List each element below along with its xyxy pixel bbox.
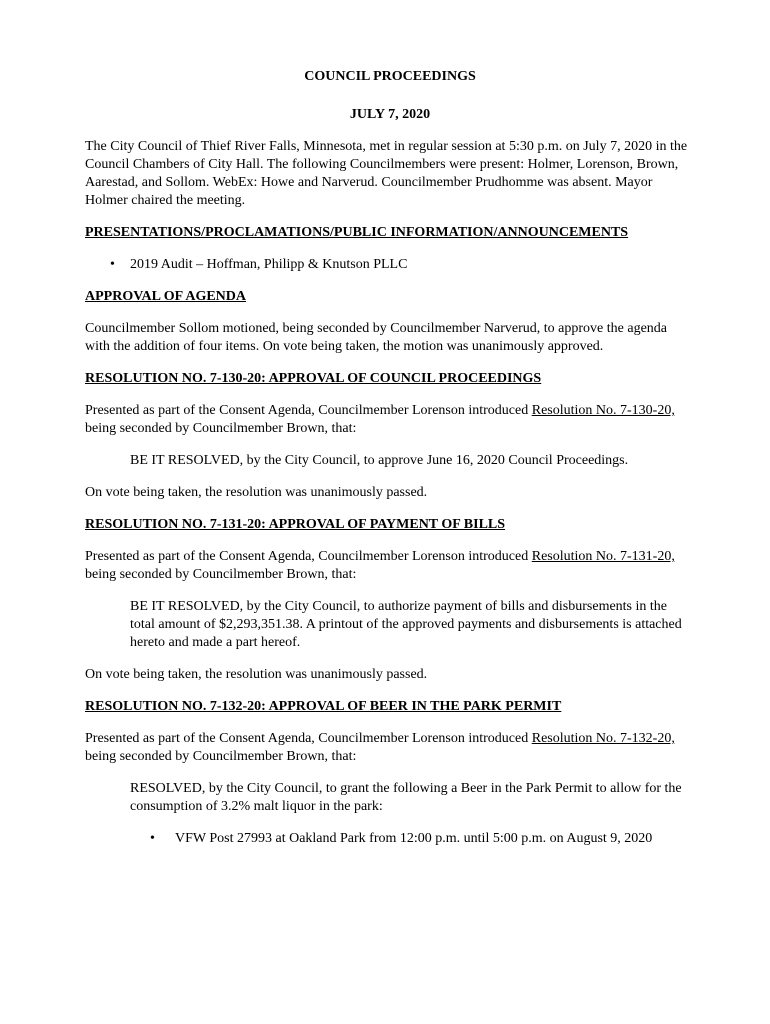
permit-list	[130, 830, 695, 848]
document-date: JULY 7, 2020	[349, 107, 431, 122]
resolution-130-vote: On vote being taken, the resolution was unanimously passed.	[85, 485, 428, 500]
document-page	[85, 68, 695, 862]
presentations-list	[85, 256, 695, 274]
bullet-icon: •	[150, 831, 155, 846]
intro-text: being seconded by Councilmember Brown, that:	[85, 421, 357, 436]
agenda-paragraph: Councilmember Sollom motioned, being seconded by Councilmember Narverud, to approve the agenda with the addition of four items. On vote being taken, the motion was unanimously approved.	[85, 321, 668, 354]
document-title: COUNCIL PROCEEDINGS	[304, 69, 476, 84]
resolution-132-resolved: RESOLVED, by the City Council, to grant the following a Beer in the Park Permit to allow for the consumption of 3.2% malt liquor in the park:	[130, 781, 682, 814]
list-item	[130, 830, 695, 848]
resolution-132-intro	[85, 730, 695, 766]
resolution-131-link[interactable]: Resolution No. 7-131-20,	[531, 549, 675, 564]
resolution-131-vote: On vote being taken, the resolution was unanimously passed.	[85, 667, 428, 682]
agenda-heading: APPROVAL OF AGENDA	[85, 289, 247, 304]
resolution-130-heading: RESOLUTION NO. 7-130-20: APPROVAL OF COUNCIL PROCEEDINGS	[85, 371, 542, 386]
resolution-131-heading: RESOLUTION NO. 7-131-20: APPROVAL OF PAYMENT OF BILLS	[85, 517, 506, 532]
intro-text: Presented as part of the Consent Agenda, Councilmember Lorenson introduced	[85, 549, 532, 564]
intro-text: Presented as part of the Consent Agenda, Councilmember Lorenson introduced	[85, 403, 532, 418]
list-item-text: VFW Post 27993 at Oakland Park from 12:00 p.m. until 5:00 p.m. on August 9, 2020	[175, 831, 653, 846]
intro-text: Presented as part of the Consent Agenda, Councilmember Lorenson introduced	[85, 731, 532, 746]
presentations-heading: PRESENTATIONS/PROCLAMATIONS/PUBLIC INFORMATION/ANNOUNCEMENTS	[85, 225, 629, 240]
resolution-130-link[interactable]: Resolution No. 7-130-20,	[531, 403, 675, 418]
intro-paragraph: The City Council of Thief River Falls, Minnesota, met in regular session at 5:30 p.m. on July 7, 2020 in the Council Chambers of City Hall. The following Councilmembers were present: Holmer, Lorenson, Brown, Aarestad, and Sollom. WebEx: Howe and Narverud. Councilmember Prudhomme was absent. Mayor Holmer chaired the meeting.	[85, 139, 688, 208]
resolution-130-resolved: BE IT RESOLVED, by the City Council, to approve June 16, 2020 Council Proceedings.	[130, 453, 629, 468]
resolution-132-heading: RESOLUTION NO. 7-132-20: APPROVAL OF BEER IN THE PARK PERMIT	[85, 699, 562, 714]
intro-text: being seconded by Councilmember Brown, that:	[85, 567, 357, 582]
resolution-132-link[interactable]: Resolution No. 7-132-20,	[531, 731, 675, 746]
list-item	[85, 256, 695, 274]
resolution-131-resolved: BE IT RESOLVED, by the City Council, to authorize payment of bills and disbursements in the total amount of $2,293,351.38. A printout of the approved payments and disbursements is attached hereto and made a part hereof.	[130, 599, 682, 650]
list-item-text: 2019 Audit – Hoffman, Philipp & Knutson PLLC	[130, 257, 408, 272]
resolution-131-intro	[85, 548, 695, 584]
intro-text: being seconded by Councilmember Brown, that:	[85, 749, 357, 764]
bullet-icon: •	[110, 257, 115, 272]
resolution-130-intro	[85, 402, 695, 438]
